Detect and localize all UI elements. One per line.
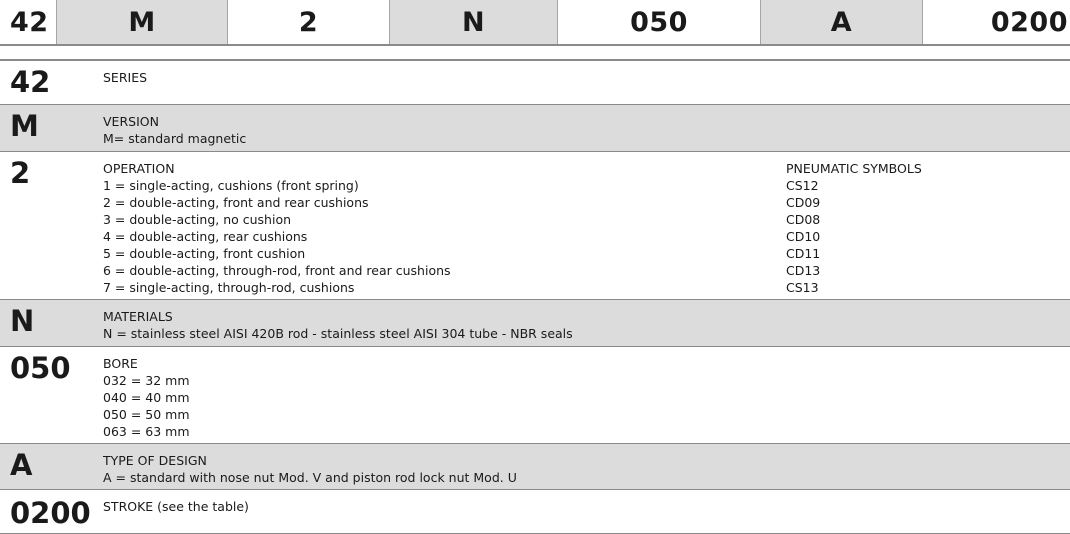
row-line: A = standard with nose nut Mod. V and piston rod lock nut Mod. U [103,470,517,485]
row-body [103,452,517,486]
row-title: OPERATION [103,161,175,176]
row-version [0,105,1070,152]
code-segment-operation: 2 [228,0,390,44]
row-line: 7 = single-acting, through-rod, cushions [103,280,355,295]
symbol-code: CS13 [786,280,819,295]
row-body [103,160,451,296]
row-line: 3 = double-acting, no cushion [103,212,292,227]
row-code: A [10,448,33,482]
row-body [103,113,246,147]
row-title: BORE [103,356,138,371]
row-stroke [0,490,1070,534]
row-line: 032 = 32 mm [103,373,190,388]
pneumatic-symbols-title: PNEUMATIC SYMBOLS [786,161,922,176]
specification-table [0,59,1070,534]
order-code-bar [0,0,1070,46]
row-code: M [10,109,39,143]
row-line: N = stainless steel AISI 420B rod - stainless steel AISI 304 tube - NBR seals [103,326,573,341]
row-line: 050 = 50 mm [103,407,190,422]
row-line: 4 = double-acting, rear cushions [103,229,308,244]
code-segment-version: M [57,0,228,44]
row-line: 040 = 40 mm [103,390,190,405]
row-materials [0,300,1070,347]
row-line: 6 = double-acting, through-rod, front and rear cushions [103,263,451,278]
code-segment-materials: N [390,0,558,44]
row-body [103,69,147,86]
symbol-code: CD09 [786,195,821,210]
row-body [103,498,249,515]
row-code: 42 [10,65,51,99]
row-line: 1 = single-acting, cushions (front spring) [103,178,359,193]
symbol-code: CD13 [786,263,821,278]
code-segment-stroke: 0200 [990,6,1068,38]
symbol-code: CS12 [786,178,819,193]
row-operation [0,152,1070,300]
row-title: MATERIALS [103,309,173,324]
row-design [0,444,1070,490]
row-title: TYPE OF DESIGN [103,453,207,468]
row-code: 050 [10,351,71,385]
row-line: 063 = 63 mm [103,424,190,439]
code-segment-series: 42 [0,0,57,44]
row-bore [0,347,1070,444]
row-code: N [10,304,35,338]
row-title: SERIES [103,70,148,85]
symbol-code: CD10 [786,229,821,244]
row-body [103,355,190,440]
symbol-code: CD08 [786,212,821,227]
code-segment-design: A [761,0,923,44]
row-title: STROKE (see the table) [103,499,249,514]
row-line: 5 = double-acting, front cushion [103,246,306,261]
row-line: 2 = double-acting, front and rear cushions [103,195,369,210]
symbol-code: CD11 [786,246,821,261]
pneumatic-symbols [786,160,922,296]
row-code: 0200 [10,496,91,530]
row-code: 2 [10,156,31,190]
code-segment-bore: 050 [558,0,761,44]
row-line: M= standard magnetic [103,131,247,146]
row-title: VERSION [103,114,159,129]
row-series [0,61,1070,105]
row-body [103,308,573,342]
